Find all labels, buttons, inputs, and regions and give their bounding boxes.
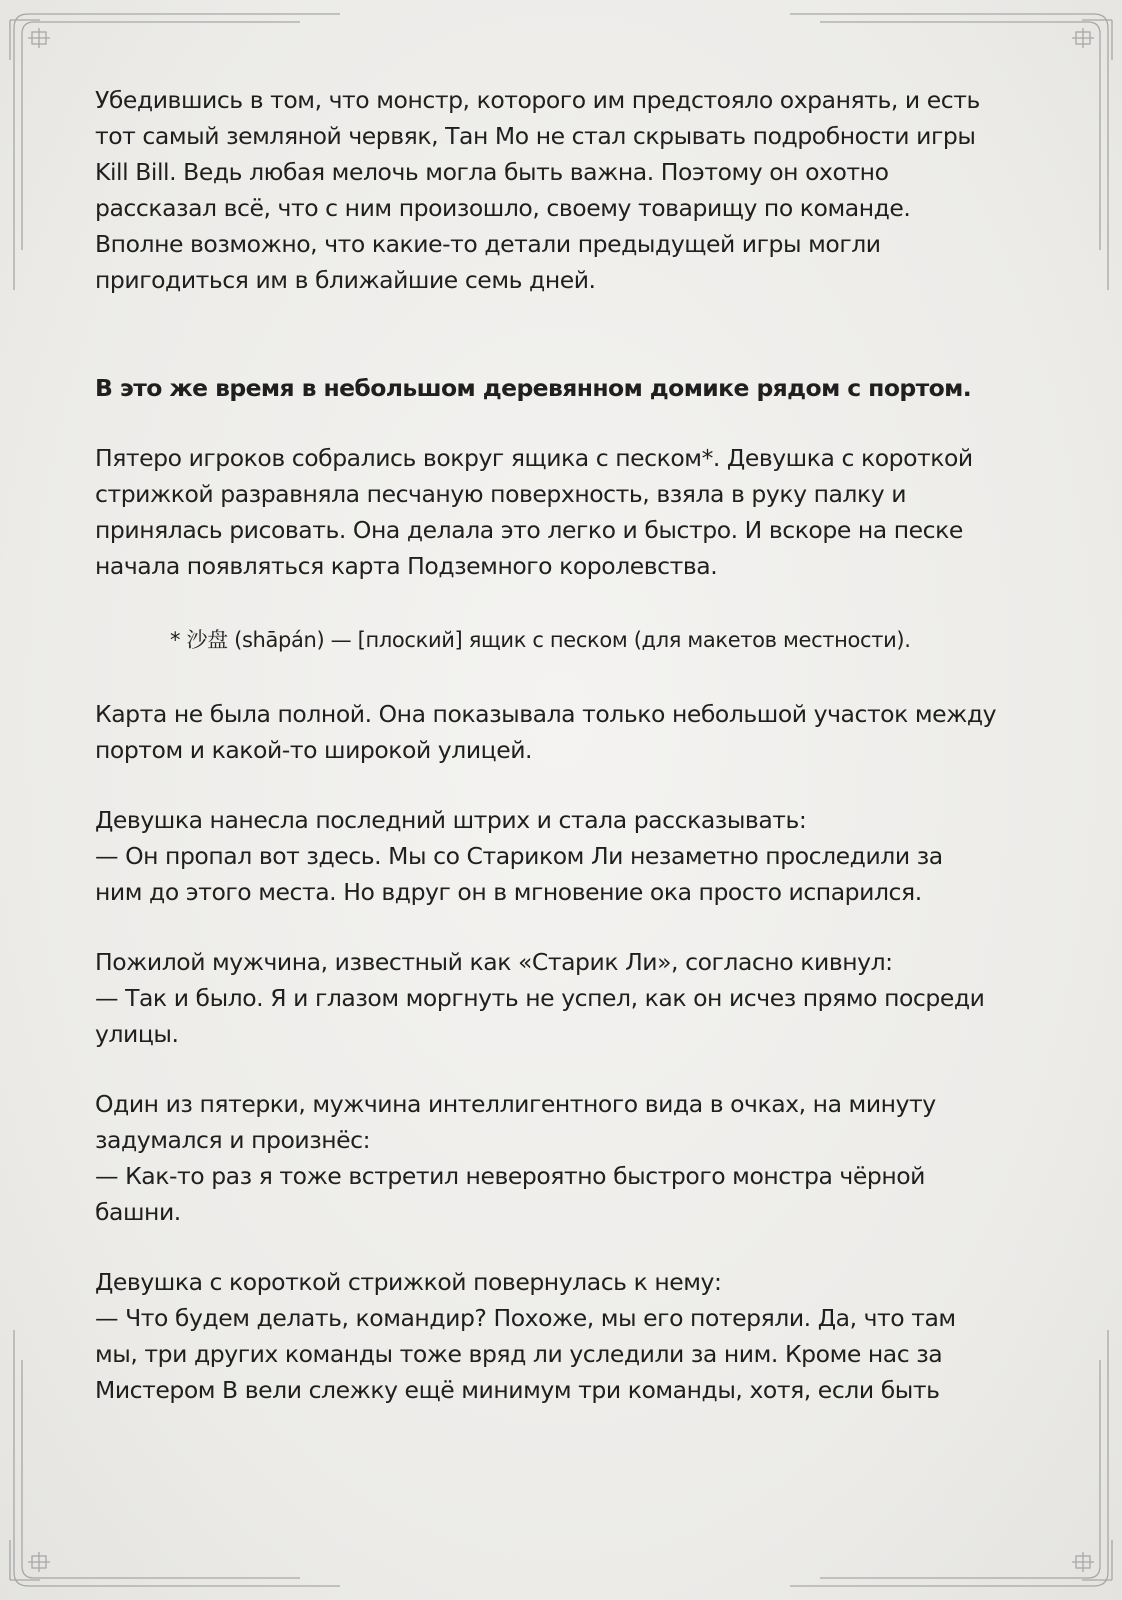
- spacer: [95, 298, 1055, 370]
- corner-ornament-top-left: [10, 14, 340, 90]
- spacer: [95, 584, 1055, 622]
- paragraph-glasses-man: Один из пятерки, мужчина интеллигентного вида в очках, на минуту задумался и произнёс: — Как-то раз я тоже встретил невероятно быстрого монстра чёрной башни.: [95, 1090, 936, 1226]
- paragraph-intro: Убедившись в том, что монстр, которого им предстояло охранять, и есть тот самый земляной червяк, Тан Мо не стал скрывать подробности игры Kill Bill. Ведь любая мелочь могла быть важна. Поэтому он охотно рассказал всё, что с ним произошло, своему товарищу по команде. Вполне возможно, что какие-то детали предыдущей игры могли пригодиться им в ближайшие семь дней.: [95, 86, 980, 294]
- corner-ornament-bottom-right: [790, 1510, 1112, 1586]
- left-rail-top: [14, 72, 22, 290]
- spacer: [95, 658, 1055, 696]
- paragraph-map: Карта не была полной. Она показывала только небольшой участок между портом и какой-то широкой улицей.: [95, 700, 997, 764]
- spacer: [95, 1052, 1055, 1086]
- paragraph-girl-report: Девушка нанесла последний штрих и стала рассказывать: — Он пропал вот здесь. Мы со Стариком Ли незаметно проследили за ним до этого места. Но вдруг он в мгновение ока просто испарился.: [95, 806, 943, 906]
- right-rail-bottom: [1100, 1330, 1108, 1528]
- spacer: [95, 910, 1055, 944]
- spacer: [95, 1230, 1055, 1264]
- corner-ornament-top-right: [790, 14, 1112, 90]
- spacer: [95, 768, 1055, 802]
- paragraph-commander: Девушка с короткой стрижкой повернулась к нему: — Что будем делать, командир? Похоже, мы его потеряли. Да, что там мы, три других команды тоже вряд ли уследили за ним. Кроме нас за Мистером B вели слежку ещё минимум три команды, хотя, если быть: [95, 1268, 956, 1404]
- corner-ornament-bottom-left: [10, 1510, 340, 1586]
- left-rail-bottom: [14, 1330, 22, 1528]
- scene-heading: В это же время в небольшом деревянном домике рядом с портом.: [95, 374, 972, 402]
- paragraph-sandbox: Пятеро игроков собрались вокруг ящика с песком*. Девушка с короткой стрижкой разравняла песчаную поверхность, взяла в руку палку и принялась рисовать. Она делала это легко и быстро. И вскоре на песке начала появляться карта Подземного королевства.: [95, 444, 973, 580]
- spacer: [95, 406, 1055, 440]
- footnote: * 沙盘 (shāpán) — [плоский] ящик с песком (для макетов местности).: [170, 628, 911, 652]
- paragraph-old-li: Пожилой мужчина, известный как «Старик Ли», согласно кивнул: — Так и было. Я и глазом моргнуть не успел, как он исчез прямо посреди улицы.: [95, 948, 985, 1048]
- right-rail-top: [1100, 72, 1108, 290]
- document-body: [95, 82, 1055, 1408]
